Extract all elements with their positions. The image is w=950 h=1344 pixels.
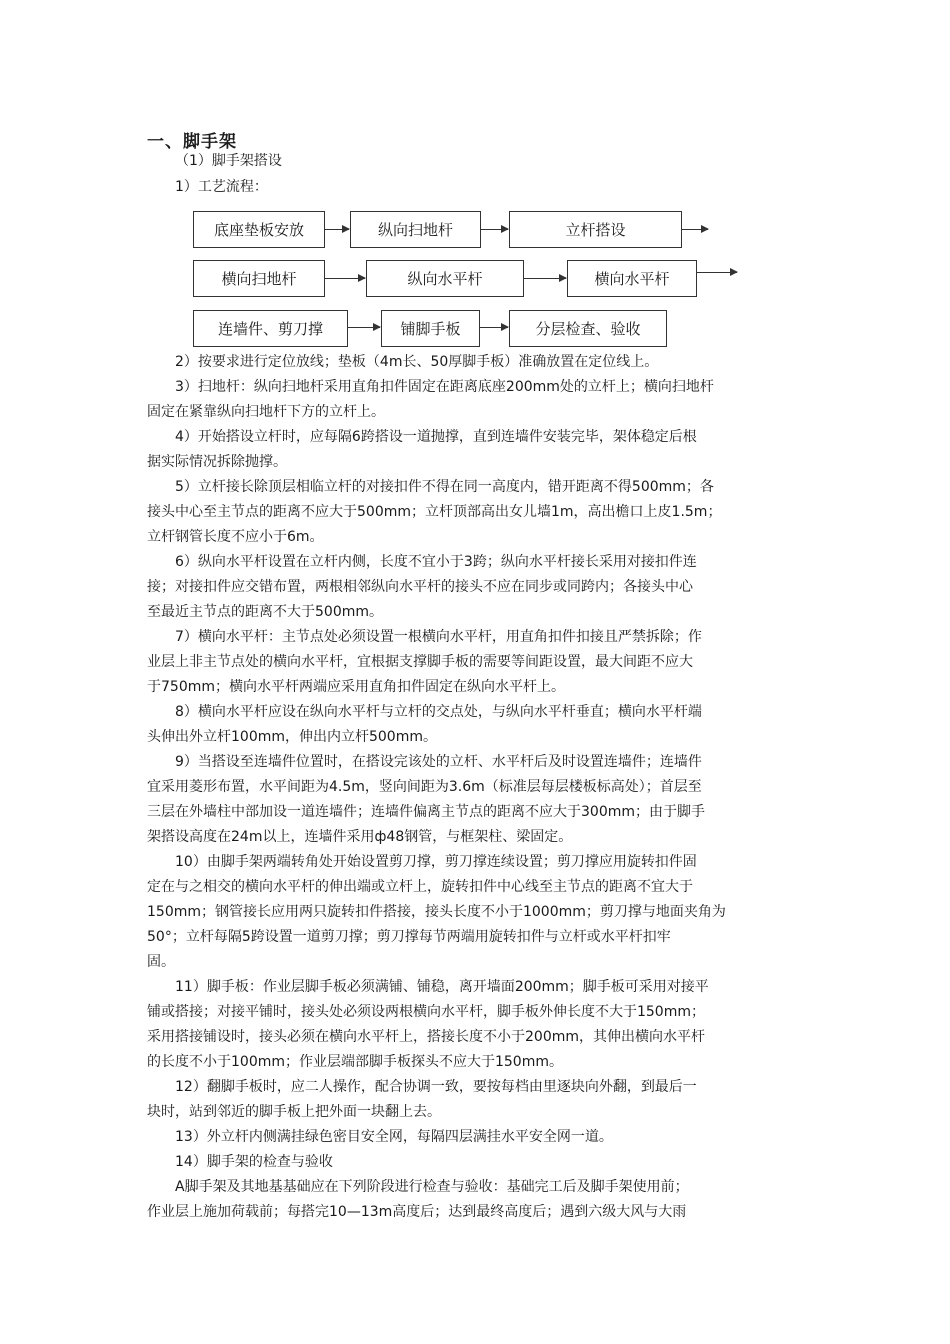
paragraph-line: 固。 xyxy=(147,954,175,970)
paragraph-line: 5）立杆接长除顶层相临立杆的对接扣件不得在同一高度内，错开距离不得500mm；各 xyxy=(175,479,714,495)
paragraph-line: 立杆钢管长度不应小于6m。 xyxy=(147,529,324,545)
flow-arrow xyxy=(325,278,365,279)
paragraph-line: 头伸出外立杆100mm，伸出内立杆500mm。 xyxy=(147,729,437,745)
flow-step: 横向水平杆 xyxy=(567,260,697,297)
paragraph-line: 11）脚手板：作业层脚手板必须满铺、铺稳，离开墙面200mm；脚手板可采用对接平 xyxy=(175,979,709,995)
paragraph-line: 业层上非主节点处的横向水平杆，宜根据支撑脚手板的需要等间距设置，最大间距不应大 xyxy=(147,654,693,670)
paragraph-line: 宜采用菱形布置，水平间距为4.5m，竖向间距为3.6m（标准层每层楼板标高处）；首层至 xyxy=(147,779,702,795)
paragraph-line: 6）纵向水平杆设置在立杆内侧，长度不宜小于3跨；纵向水平杆接长采用对接扣件连 xyxy=(175,554,697,570)
paragraph-line: 三层在外墙柱中部加设一道连墙件；连墙件偏离主节点的距离不应大于300mm；由于脚手 xyxy=(147,804,705,820)
subsection-title: 1）工艺流程： xyxy=(175,179,268,195)
flow-arrow xyxy=(524,278,566,279)
paragraph-line: 7）横向水平杆：主节点处必须设置一根横向水平杆，用直角扣件扣接且严禁拆除；作 xyxy=(175,629,702,645)
flow-step: 连墙件、剪刀撑 xyxy=(193,310,348,347)
paragraph-line: 3）扫地杆：纵向扫地杆采用直角扣件固定在距离底座200mm处的立杆上；横向扫地杆 xyxy=(175,379,714,395)
paragraph-line: 9）当搭设至连墙件位置时，在搭设完该处的立杆、水平杆后及时设置连墙件；连墙件 xyxy=(175,754,702,770)
paragraph-line: 至最近主节点的距离不大于500mm。 xyxy=(147,604,383,620)
paragraph-line: 8）横向水平杆应设在纵向水平杆与立杆的交点处，与纵向水平杆垂直；横向水平杆端 xyxy=(175,704,702,720)
paragraph-line: 据实际情况拆除抛撑。 xyxy=(147,454,287,470)
paragraph-line: 50°；立杆每隔5跨设置一道剪刀撑；剪刀撑每节两端用旋转扣件与立杆或水平杆扣牢 xyxy=(147,929,671,945)
paragraph-line: 接头中心至主节点的距离不应大于500mm；立杆顶部高出女儿墙1m，高出檐口上皮1.5m； xyxy=(147,504,722,520)
paragraph-line: 定在与之相交的横向水平杆的伸出端或立杆上，旋转扣件中心线至主节点的距离不宜大于 xyxy=(147,879,693,895)
paragraph-line: 14）脚手架的检查与验收 xyxy=(175,1154,333,1170)
paragraph-line: 的长度不小于100mm；作业层端部脚手板探头不应大于150mm。 xyxy=(147,1054,563,1070)
paragraph-line: 10）由脚手架两端转角处开始设置剪刀撑，剪刀撑连续设置；剪刀撑应用旋转扣件固 xyxy=(175,854,697,870)
flow-step: 底座垫板安放 xyxy=(193,211,325,248)
paragraph-line: 12）翻脚手板时，应二人操作，配合协调一致，要按每档由里逐块向外翻，到最后一 xyxy=(175,1079,697,1095)
flow-arrow xyxy=(325,229,349,230)
flow-arrow xyxy=(481,229,508,230)
paragraph-line: 固定在紧靠纵向扫地杆下方的立杆上。 xyxy=(147,404,385,420)
paragraph-line: 13）外立杆内侧满挂绿色密目安全网，每隔四层满挂水平安全网一道。 xyxy=(175,1129,613,1145)
paragraph-line: 接；对接扣件应交错布置，两根相邻纵向水平杆的接头不应在同步或同跨内；各接头中心 xyxy=(147,579,693,595)
paragraph-line: 2）按要求进行定位放线；垫板（4m长、50厚脚手板）准确放置在定位线上。 xyxy=(175,354,659,370)
paragraph-line: 采用搭接铺设时，接头必须在横向水平杆上，搭接长度不小于200mm，其伸出横向水平杆 xyxy=(147,1029,705,1045)
paragraph-line: 4）开始搭设立杆时，应每隔6跨搭设一道抛撑，直到连墙件安装完毕，架体稳定后根 xyxy=(175,429,697,445)
paragraph-line: 架搭设高度在24m以上，连墙件采用ф48钢管，与框架柱、梁固定。 xyxy=(147,829,573,845)
flow-arrow xyxy=(480,327,508,328)
flow-arrow xyxy=(348,327,380,328)
paragraph-line: 150mm；钢管接长应用两只旋转扣件搭接，接头长度不小于1000mm；剪刀撑与地面夹角为 xyxy=(147,904,726,920)
flow-step: 纵向水平杆 xyxy=(366,260,524,297)
section-heading: 一、脚手架 xyxy=(147,132,237,152)
paragraph-line: 块时，站到邻近的脚手板上把外面一块翻上去。 xyxy=(147,1104,441,1120)
flow-step: 纵向扫地杆 xyxy=(350,211,481,248)
flow-arrow xyxy=(697,272,737,273)
flow-step: 铺脚手板 xyxy=(381,310,480,347)
flow-step: 立杆搭设 xyxy=(509,211,682,248)
subsection-title: （1）脚手架搭设 xyxy=(175,153,282,169)
paragraph-line: 铺或搭接；对接平铺时，接头处必须设两根横向水平杆，脚手板外伸长度不大于150mm； xyxy=(147,1004,705,1020)
flow-step: 分层检查、验收 xyxy=(509,310,667,347)
flow-arrow xyxy=(682,229,708,230)
paragraph-line: A脚手架及其地基基础应在下列阶段进行检查与验收：基础完工后及脚手架使用前； xyxy=(175,1179,689,1195)
paragraph-line: 作业层上施加荷载前；每搭完10—13m高度后；达到最终高度后；遇到六级大风与大雨 xyxy=(147,1204,687,1220)
flow-step: 横向扫地杆 xyxy=(193,260,325,297)
paragraph-line: 于750mm；横向水平杆两端应采用直角扣件固定在纵向水平杆上。 xyxy=(147,679,565,695)
